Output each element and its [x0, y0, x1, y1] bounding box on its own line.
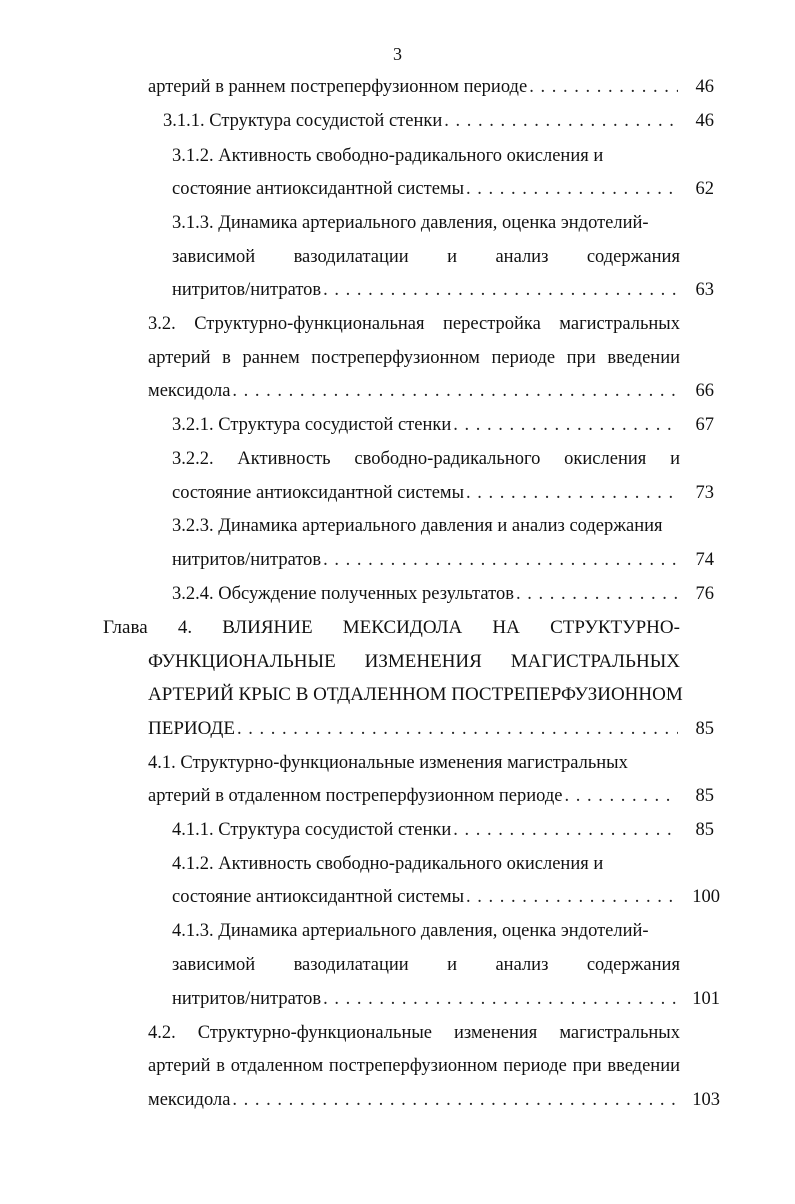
dot-leader: [453, 813, 678, 847]
toc-entry-title: нитритов/нитратов: [172, 280, 322, 300]
chapter-heading-line: [103, 611, 680, 645]
word: 4.2.: [148, 1023, 176, 1043]
word: магистральных: [559, 1023, 680, 1043]
toc-entry-title: нитритов/нитратов: [172, 989, 322, 1009]
word: Активность: [237, 449, 331, 469]
toc-page-number: 46: [695, 77, 714, 97]
toc-page-number: 66: [695, 381, 714, 401]
toc-entry-title: мексидола: [148, 381, 231, 401]
toc-justified-line: [172, 442, 680, 476]
page-number: 3: [393, 44, 402, 64]
dot-leader: [323, 543, 678, 577]
word: 4.: [177, 617, 193, 638]
dot-leader: [444, 104, 678, 138]
toc-entry-line: [172, 543, 680, 577]
word: окисления: [564, 449, 647, 469]
dot-leader: [466, 172, 678, 206]
toc-justified-line: [172, 948, 680, 982]
toc-entry-title: 4.1.3. Динамика артериального давления, оценка эндотелий-: [172, 921, 649, 941]
toc-entry-line: [148, 1083, 680, 1117]
word: ФУНКЦИОНАЛЬНЫЕ: [148, 651, 336, 672]
toc-entry-line: [172, 476, 680, 510]
dot-leader: [232, 374, 678, 408]
word: свободно-радикального: [354, 449, 541, 469]
toc-page-number: 63: [695, 280, 714, 300]
toc-entry-title: 4.1.2. Активность свободно-радикального окисления и: [172, 854, 604, 874]
toc-entry-line: [172, 813, 680, 847]
toc-entry-title: 3.2.4. Обсуждение полученных результатов: [172, 584, 514, 604]
toc-justified-line: [148, 1016, 680, 1050]
word: вазодилатации: [293, 955, 409, 975]
toc-page-number: 73: [695, 483, 714, 503]
word: 3.2.: [148, 314, 176, 334]
dot-leader: [466, 880, 678, 914]
toc-page-number: 100: [692, 887, 720, 907]
toc-entry-title: состояние антиоксидантной системы: [172, 483, 465, 503]
toc-entry-line: [172, 408, 680, 442]
word: МЕКСИДОЛА: [342, 617, 463, 638]
dot-leader: [453, 408, 678, 442]
word: перестройка: [442, 314, 541, 334]
toc-page-number: 101: [692, 989, 720, 1009]
word: Структурно-функциональные: [197, 1023, 433, 1043]
word: МАГИСТРАЛЬНЫХ: [510, 651, 680, 672]
word: ИЗМЕНЕНИЯ: [364, 651, 482, 672]
toc-justified-line: [148, 307, 680, 341]
word: содержания: [586, 955, 680, 975]
toc-entry-title: нитритов/нитратов: [172, 550, 322, 570]
word: зависимой: [172, 955, 256, 975]
toc-entry-line: [172, 880, 680, 914]
toc-entry-line: [148, 712, 680, 746]
dot-leader: [564, 779, 678, 813]
word: зависимой: [172, 247, 256, 267]
toc-entry-line: [172, 577, 680, 611]
toc-entry-title: состояние антиоксидантной системы: [172, 179, 465, 199]
toc-page-number: 85: [695, 786, 714, 806]
word: магистральных: [559, 314, 680, 334]
toc-page-number: 74: [695, 550, 714, 570]
word: изменения: [454, 1023, 538, 1043]
chapter-heading-line: ПЕРИОДЕ: [148, 718, 235, 739]
toc-entry-line: [172, 172, 680, 206]
word: НА: [492, 617, 520, 638]
toc-entry-title: 3.2.1. Структура сосудистой стенки: [172, 415, 452, 435]
dot-leader: [516, 577, 678, 611]
word: и: [447, 955, 458, 975]
toc-entry-title: 3.2.3. Динамика артериального давления и анализ содержания: [172, 516, 663, 536]
word: и: [447, 247, 458, 267]
dot-leader: [232, 1083, 678, 1117]
dot-leader: [237, 712, 678, 746]
toc-entry-title: мексидола: [148, 1090, 231, 1110]
dot-leader: [529, 70, 678, 104]
dot-leader: [323, 982, 678, 1016]
toc-justified-line: [172, 240, 680, 274]
word: СТРУКТУРНО-: [550, 617, 680, 638]
toc-page-number: 67: [695, 415, 714, 435]
toc-page-number: 103: [692, 1090, 720, 1110]
toc-entry-line: [172, 273, 680, 307]
toc-page-number: 85: [695, 820, 714, 840]
toc-entry-line: [172, 982, 680, 1016]
toc-entry-title: артерий в отдаленном постреперфузионном периоде: [148, 786, 563, 806]
toc-entry-title: состояние антиоксидантной системы: [172, 887, 465, 907]
word: и: [670, 449, 680, 469]
toc-entry-title: артерий в раннем постреперфузионном периоде: [148, 77, 528, 97]
toc-entry-title: 3.1.2. Активность свободно-радикального окисления и: [172, 146, 604, 166]
toc-entry-line: [163, 104, 680, 138]
toc-entry-title: артерий в отдаленном постреперфузионном периоде при введении: [148, 1056, 680, 1076]
chapter-heading-line: [148, 645, 680, 679]
word: 3.2.2.: [172, 449, 214, 469]
toc-entry-title: 4.1.1. Структура сосудистой стенки: [172, 820, 452, 840]
toc-entry-title: 3.1.3. Динамика артериального давления, оценка эндотелий-: [172, 213, 649, 233]
word: анализ: [495, 955, 549, 975]
toc-entry-line: [148, 374, 680, 408]
toc-page-number: 46: [695, 111, 714, 131]
chapter-heading-line: АРТЕРИЙ КРЫС В ОТДАЛЕННОМ ПОСТРЕПЕРФУЗИОННОМ: [148, 684, 683, 705]
word: содержания: [586, 247, 680, 267]
word: Глава: [103, 617, 148, 638]
word: анализ: [495, 247, 549, 267]
dot-leader: [466, 476, 678, 510]
toc-entry-title: 3.1.1. Структура сосудистой стенки: [163, 111, 443, 131]
word: ВЛИЯНИЕ: [222, 617, 313, 638]
toc-page-number: 62: [695, 179, 714, 199]
toc-entry-title: 4.1. Структурно-функциональные изменения магистральных: [148, 753, 628, 773]
word: Структурно-функциональная: [194, 314, 425, 334]
word: вазодилатации: [293, 247, 409, 267]
dot-leader: [323, 273, 678, 307]
toc-page-number: 85: [695, 719, 714, 739]
toc-page-number: 76: [695, 584, 714, 604]
toc-entry-line: [148, 70, 680, 104]
toc-entry-title: артерий в раннем постреперфузионном периоде при введении: [148, 348, 680, 368]
toc-entry-line: [148, 779, 680, 813]
